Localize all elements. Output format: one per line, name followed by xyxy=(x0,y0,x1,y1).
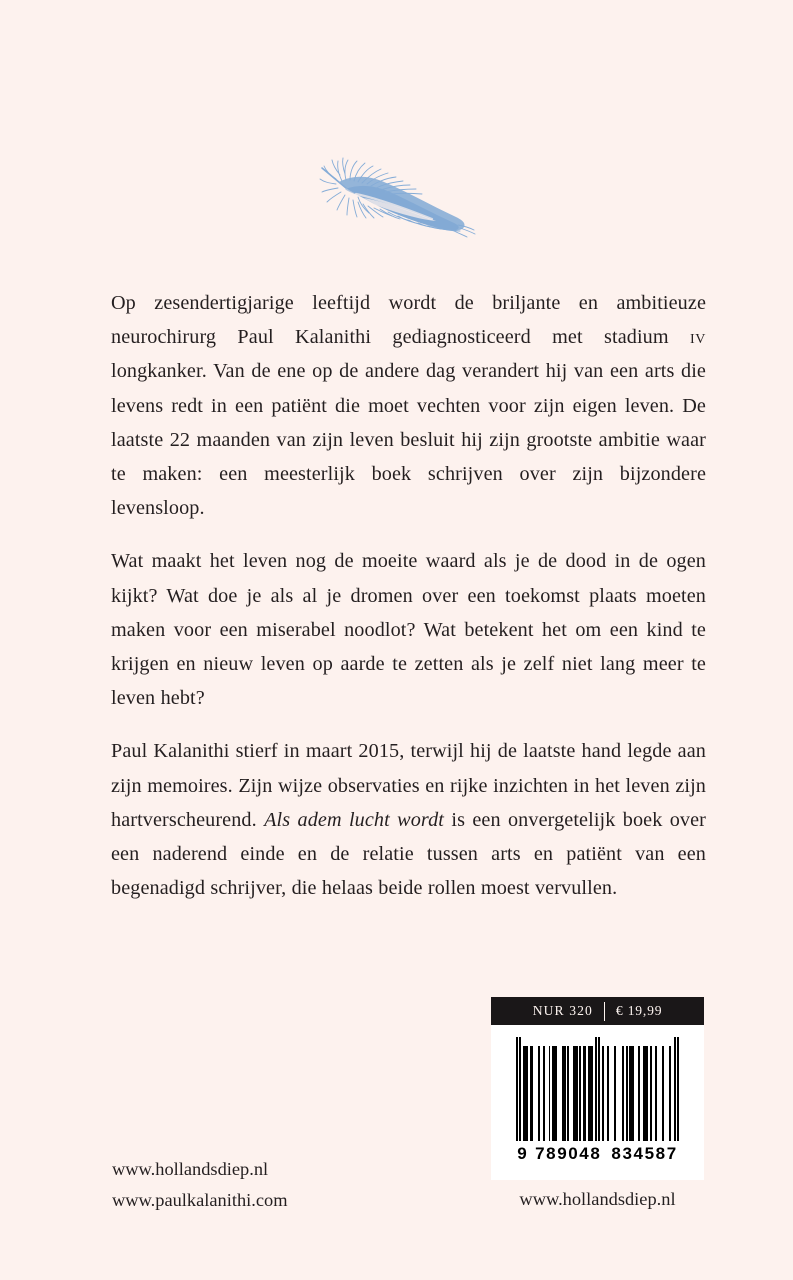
ean-group-right: 834587 xyxy=(611,1144,678,1163)
barcode-bar xyxy=(677,1037,679,1141)
ean13-digits xyxy=(509,1142,686,1164)
barcode-space xyxy=(616,1037,623,1141)
ean13-barcode xyxy=(509,1037,686,1141)
blurb-paragraph-2: Wat maakt het leven nog de moeite waard als je de dood in de ogen kijkt? Wat doe je als al je dromen over een toekomst plaats moeten maken voor een miserabel noodlot? Wat betekent het om een kind te krijgen en nieuw leven op aarde te zetten als je zelf niet lang meer te leven hebt? xyxy=(111,550,706,710)
blurb-paragraph-3: Paul Kalanithi stierf in maart 2015, terwijl hij de laatste hand legde aan zijn memoires. Zijn wijze observaties en rijke inzichten in het leven zijn hartverscheurend. Als adem lucht wordt is een onvergetelijk boek over een naderend einde en de relatie tussen arts en patiënt van een begenadigd schrijver, die helaas beide rollen moest vervullen. xyxy=(111,740,707,900)
footer-url-author[interactable]: www.paulkalanithi.com xyxy=(112,1190,288,1210)
barcode-box xyxy=(491,1025,704,1180)
price-label: € 19,99 xyxy=(615,1003,663,1018)
footer-urls xyxy=(112,1154,288,1216)
blurb-text xyxy=(111,286,706,905)
footer-url-publisher[interactable]: www.hollandsdiep.nl xyxy=(112,1159,269,1179)
book-title-italic: Als adem lucht wordt xyxy=(264,808,445,831)
stage-numeral: iv xyxy=(690,326,706,349)
ean-group-left: 789048 xyxy=(535,1144,602,1163)
feather-icon xyxy=(312,151,482,255)
blurb-paragraph-1: Op zesendertigjarige leeftijd wordt de briljante en ambitieuze neurochirurg Paul Kalanithi gediagnosticeerd met stadium iv longkanker. Van de ene op de andere dag verandert hij van een arts die levens redt in een patiënt die moet vechten voor zijn eigen leven. De laatste 22 maanden van zijn leven besluit hij zijn grootste ambitie waar te maken: een meesterlijk boek schrijven over zijn bijzondere levensloop. xyxy=(111,292,706,520)
nur-price-banner xyxy=(491,997,704,1025)
publisher-url-under-barcode[interactable]: www.hollandsdiep.nl xyxy=(519,1189,676,1209)
feather-ornament xyxy=(0,148,793,258)
ean-check-prefix: 9 xyxy=(517,1144,528,1163)
barcode-block xyxy=(491,997,704,1180)
nur-code-label: NUR 320 xyxy=(532,1003,593,1018)
